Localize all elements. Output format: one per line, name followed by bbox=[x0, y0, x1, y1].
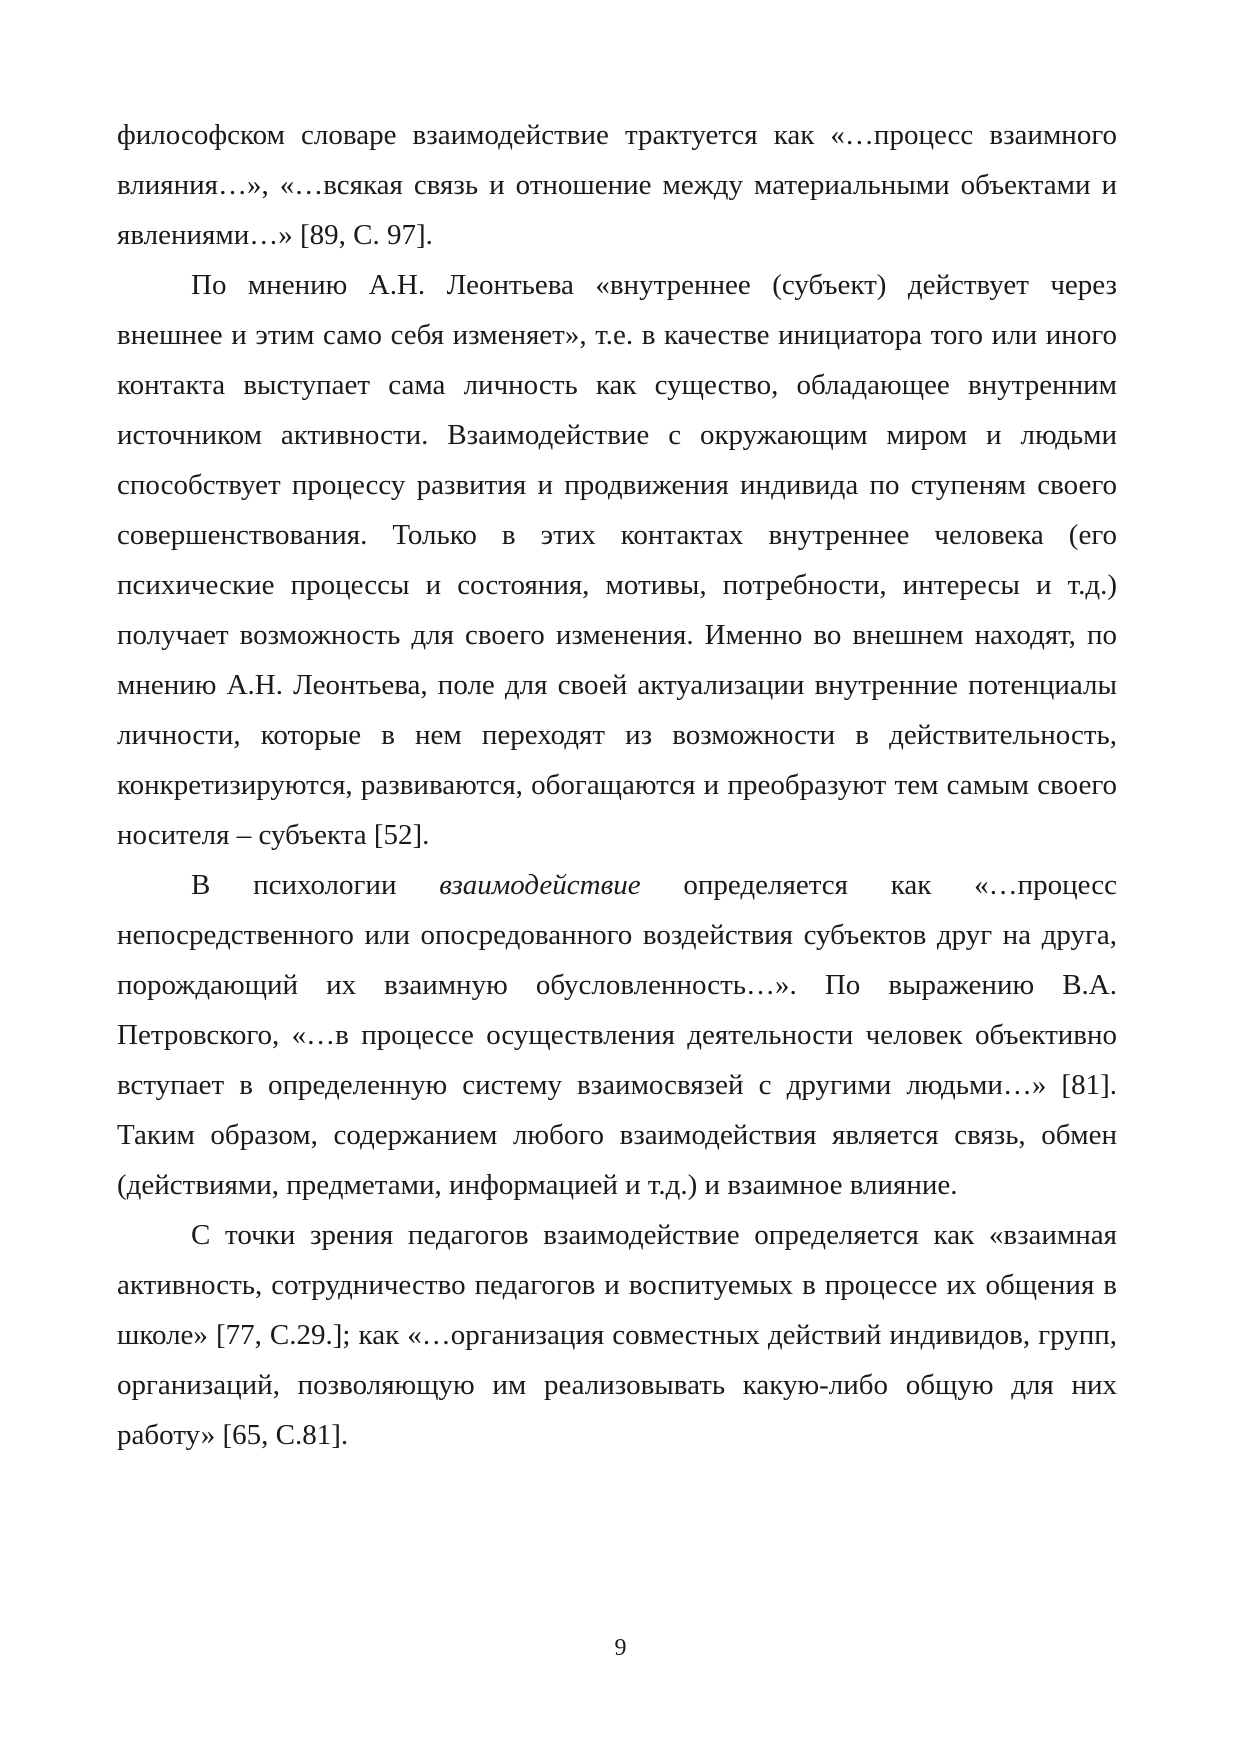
page-number: 9 bbox=[614, 1635, 627, 1661]
paragraph-3-lead: В психологии bbox=[191, 869, 440, 901]
paragraph-4: С точки зрения педагогов взаимодействие определяется как «взаимная активность, сотрудничество педагогов и воспитуемых в процессе их общения в школе» [77, С.29.]; как «…организация совместных действий индивидов, групп, организаций, позволяющую им реализовывать какую-либо общую для них работу» [65, С.81]. bbox=[117, 1219, 1117, 1451]
paragraph-1: философском словаре взаимодействие трактуется как «…процесс взаимного влияния…», «…всякая связь и отношение между материальными объектами и явлениями…» [89, С. 97]. bbox=[117, 119, 1117, 251]
paragraph-3 bbox=[117, 860, 1117, 1210]
paragraph-3-rest: определяется как «…процесс непосредственного или опосредованного воздействия субъектов друг на друга, порождающий их взаимную обусловленность…». По выражению В.А. Петровского, «…в процессе осуществления деятельности человек объективно вступает в определенную систему взаимосвязей с другими людьми…» [81]. Таким образом, содержанием любого взаимодействия является связь, обмен (действиями, предметами, информацией и т.д.) и взаимное влияние. bbox=[117, 869, 1118, 1201]
italic-term: взаимодействие bbox=[439, 869, 641, 901]
paragraph-2: По мнению А.Н. Леонтьева «внутреннее (субъект) действует через внешнее и этим само себя изменяет», т.е. в качестве инициатора того или иного контакта выступает сама личность как существо, обладающее внутренним источником активности. Взаимодействие с окружающим миром и людьми способствует процессу развития и продвижения индивида по ступеням своего совершенствования. Только в этих контактах внутреннее человека (его психические процессы и состояния, мотивы, потребности, интересы и т.д.) получает возможность для своего изменения. Именно во внешнем находят, по мнению А.Н. Леонтьева, поле для своей актуализации внутренние потенциалы личности, которые в нем переходят из возможности в действительность, конкретизируются, развиваются, обогащаются и преобразуют тем самым своего носителя – субъекта [52]. bbox=[117, 269, 1117, 851]
body-text bbox=[117, 110, 1117, 1460]
